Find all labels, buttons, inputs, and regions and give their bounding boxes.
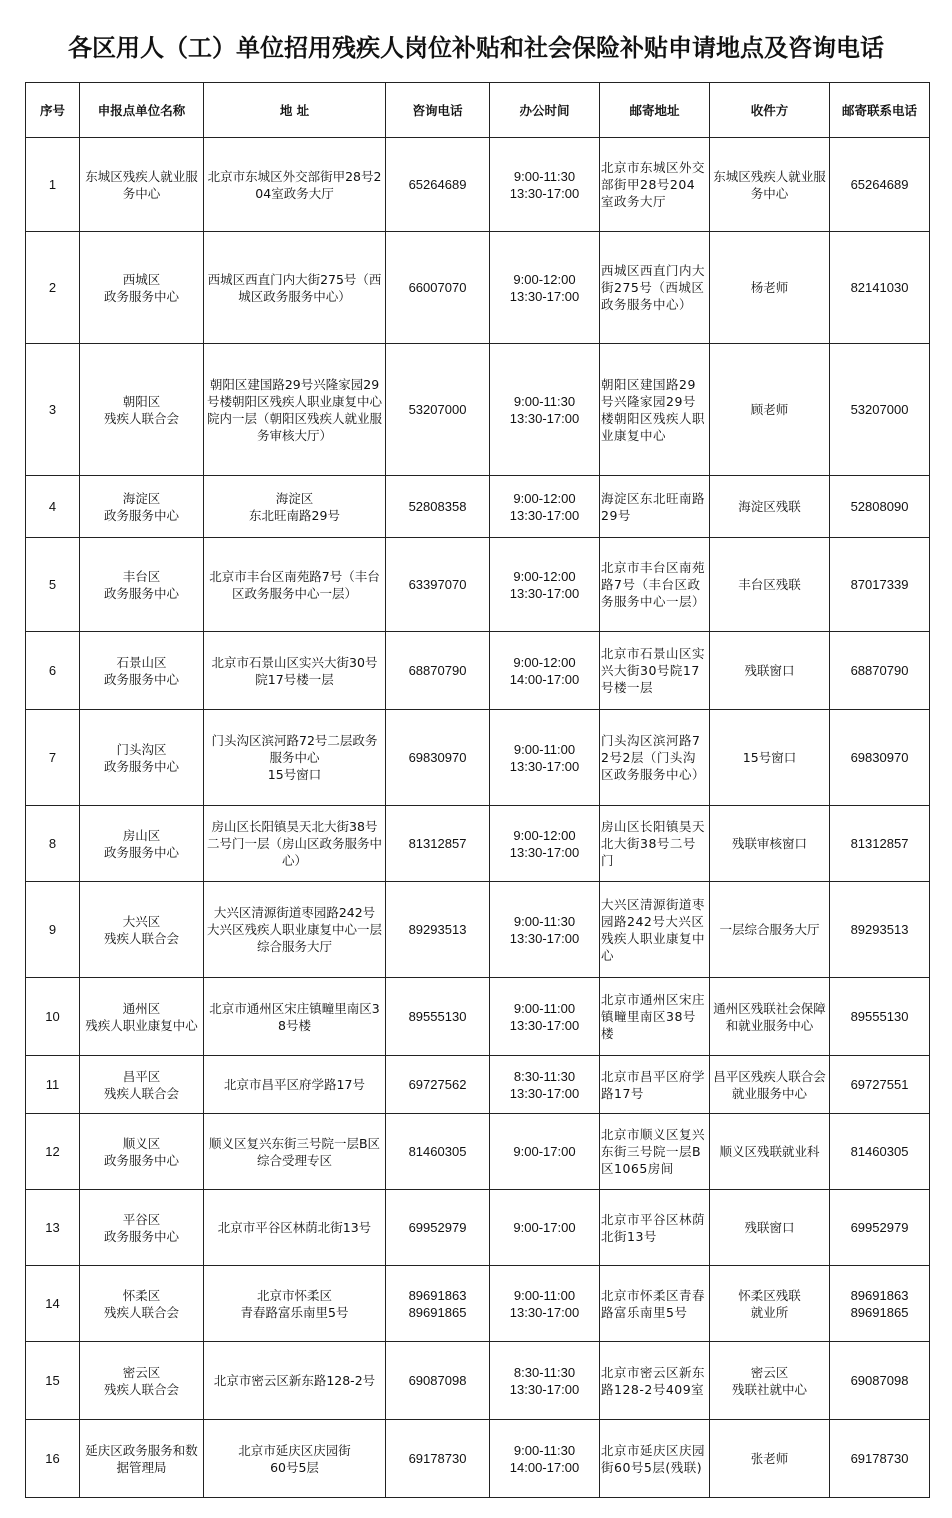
- mail-phone: 69727551: [830, 1056, 930, 1114]
- mail-address: 北京市密云区新东路128-2号409室: [600, 1342, 710, 1420]
- recipient: 残联审核窗口: [710, 806, 830, 882]
- recipient: 15号窗口: [710, 710, 830, 806]
- mail-address: 北京市东城区外交部街甲28号204室政务大厅: [600, 138, 710, 232]
- recipient: 密云区 残联社就中心: [710, 1342, 830, 1420]
- mail-phone: 65264689: [830, 138, 930, 232]
- mail-address: 北京市丰台区南苑路7号（丰台区政务服务中心一层）: [600, 538, 710, 632]
- unit-name: 顺义区 政务服务中心: [80, 1114, 204, 1190]
- row-number: 5: [26, 538, 80, 632]
- office-hours: 9:00-12:00 13:30-17:00: [490, 476, 600, 538]
- table-row: [26, 1420, 930, 1498]
- header-recipient: 收件方: [710, 83, 830, 138]
- header-no: 序号: [26, 83, 80, 138]
- office-hours: 9:00-11:30 13:30-17:00: [490, 344, 600, 476]
- address: 北京市昌平区府学路17号: [204, 1056, 386, 1114]
- mail-phone: 52808090: [830, 476, 930, 538]
- address: 房山区长阳镇昊天北大街38号二号门一层（房山区政务服务中心）: [204, 806, 386, 882]
- recipient: 张老师: [710, 1420, 830, 1498]
- header-unit: 申报点单位名称: [80, 83, 204, 138]
- address: 北京市密云区新东路128-2号: [204, 1342, 386, 1420]
- mail-phone: 69087098: [830, 1342, 930, 1420]
- office-hours: 9:00-11:30 13:30-17:00: [490, 138, 600, 232]
- row-number: 4: [26, 476, 80, 538]
- row-number: 8: [26, 806, 80, 882]
- consult-phone: 89293513: [386, 882, 490, 978]
- mail-address: 门头沟区滨河路72号2层（门头沟区政务服务中心）: [600, 710, 710, 806]
- unit-name: 通州区 残疾人职业康复中心: [80, 978, 204, 1056]
- table-row: [26, 632, 930, 710]
- address: 北京市东城区外交部街甲28号204室政务大厅: [204, 138, 386, 232]
- mail-address: 北京市延庆区庆园街60号5层(残联): [600, 1420, 710, 1498]
- unit-name: 东城区残疾人就业服务中心: [80, 138, 204, 232]
- address: 北京市通州区宋庄镇疃里南区38号楼: [204, 978, 386, 1056]
- consult-phone: 69087098: [386, 1342, 490, 1420]
- row-number: 9: [26, 882, 80, 978]
- row-number: 2: [26, 232, 80, 344]
- unit-name: 昌平区 残疾人联合会: [80, 1056, 204, 1114]
- mail-address: 北京市通州区宋庄镇疃里南区38号楼: [600, 978, 710, 1056]
- table-row: [26, 1342, 930, 1420]
- unit-name: 西城区 政务服务中心: [80, 232, 204, 344]
- mail-phone: 69178730: [830, 1420, 930, 1498]
- office-hours: 9:00-11:30 13:30-17:00: [490, 882, 600, 978]
- table-row: [26, 138, 930, 232]
- consult-phone: 53207000: [386, 344, 490, 476]
- table-row: [26, 538, 930, 632]
- row-number: 6: [26, 632, 80, 710]
- row-number: 16: [26, 1420, 80, 1498]
- row-number: 12: [26, 1114, 80, 1190]
- address: 北京市丰台区南苑路7号（丰台区政务服务中心一层）: [204, 538, 386, 632]
- mail-phone: 81460305: [830, 1114, 930, 1190]
- mail-phone: 89691863 89691865: [830, 1266, 930, 1342]
- consult-phone: 89555130: [386, 978, 490, 1056]
- mail-address: 朝阳区建国路29号兴隆家园29号楼朝阳区残疾人职业康复中心: [600, 344, 710, 476]
- header-mail-phone: 邮寄联系电话: [830, 83, 930, 138]
- address: 北京市平谷区林荫北街13号: [204, 1190, 386, 1266]
- recipient: 残联窗口: [710, 632, 830, 710]
- consult-phone: 65264689: [386, 138, 490, 232]
- consult-phone: 81312857: [386, 806, 490, 882]
- address: 顺义区复兴东街三号院一层B区综合受理专区: [204, 1114, 386, 1190]
- address: 海淀区 东北旺南路29号: [204, 476, 386, 538]
- office-hours: 9:00-11:00 13:30-17:00: [490, 978, 600, 1056]
- unit-name: 朝阳区 残疾人联合会: [80, 344, 204, 476]
- unit-name: 平谷区 政务服务中心: [80, 1190, 204, 1266]
- table-row: [26, 882, 930, 978]
- header-phone: 咨询电话: [386, 83, 490, 138]
- table-row: [26, 806, 930, 882]
- unit-name: 房山区 政务服务中心: [80, 806, 204, 882]
- table-row: [26, 978, 930, 1056]
- recipient: 顾老师: [710, 344, 830, 476]
- mail-address: 北京市昌平区府学路17号: [600, 1056, 710, 1114]
- recipient: 丰台区残联: [710, 538, 830, 632]
- recipient: 怀柔区残联 就业所: [710, 1266, 830, 1342]
- row-number: 15: [26, 1342, 80, 1420]
- row-number: 14: [26, 1266, 80, 1342]
- unit-name: 大兴区 残疾人联合会: [80, 882, 204, 978]
- office-hours: 9:00-11:00 13:30-17:00: [490, 1266, 600, 1342]
- office-hours: 9:00-11:00 13:30-17:00: [490, 710, 600, 806]
- office-hours: 8:30-11:30 13:30-17:00: [490, 1056, 600, 1114]
- office-hours: 8:30-11:30 13:30-17:00: [490, 1342, 600, 1420]
- address: 大兴区清源街道枣园路242号 大兴区残疾人职业康复中心一层综合服务大厅: [204, 882, 386, 978]
- address: 西城区西直门内大街275号（西城区政务服务中心）: [204, 232, 386, 344]
- recipient: 残联窗口: [710, 1190, 830, 1266]
- table-row: [26, 1190, 930, 1266]
- address: 北京市延庆区庆园街 60号5层: [204, 1420, 386, 1498]
- table-row: [26, 476, 930, 538]
- header-address: 地 址: [204, 83, 386, 138]
- row-number: 13: [26, 1190, 80, 1266]
- consult-phone: 63397070: [386, 538, 490, 632]
- address: 朝阳区建国路29号兴隆家园29号楼朝阳区残疾人职业康复中心院内一层（朝阳区残疾人就业服务审核大厅）: [204, 344, 386, 476]
- mail-address: 西城区西直门内大街275号（西城区政务服务中心）: [600, 232, 710, 344]
- office-hours: 9:00-11:30 14:00-17:00: [490, 1420, 600, 1498]
- application-location-table: [25, 82, 930, 1498]
- consult-phone: 66007070: [386, 232, 490, 344]
- unit-name: 门头沟区 政务服务中心: [80, 710, 204, 806]
- page-title: 各区用人（工）单位招用残疾人岗位补贴和社会保险补贴申请地点及咨询电话: [68, 33, 884, 62]
- mail-address: 海淀区东北旺南路29号: [600, 476, 710, 538]
- recipient: 杨老师: [710, 232, 830, 344]
- unit-name: 怀柔区 残疾人联合会: [80, 1266, 204, 1342]
- row-number: 10: [26, 978, 80, 1056]
- mail-phone: 53207000: [830, 344, 930, 476]
- consult-phone: 69178730: [386, 1420, 490, 1498]
- mail-phone: 69830970: [830, 710, 930, 806]
- recipient: 海淀区残联: [710, 476, 830, 538]
- mail-address: 房山区长阳镇昊天北大街38号二号门: [600, 806, 710, 882]
- mail-address: 大兴区清源街道枣园路242号大兴区残疾人职业康复中心: [600, 882, 710, 978]
- mail-phone: 82141030: [830, 232, 930, 344]
- row-number: 3: [26, 344, 80, 476]
- recipient: 昌平区残疾人联合会就业服务中心: [710, 1056, 830, 1114]
- office-hours: 9:00-17:00: [490, 1114, 600, 1190]
- office-hours: 9:00-12:00 13:30-17:00: [490, 806, 600, 882]
- mail-address: 北京市平谷区林荫北街13号: [600, 1190, 710, 1266]
- unit-name: 丰台区 政务服务中心: [80, 538, 204, 632]
- mail-phone: 87017339: [830, 538, 930, 632]
- recipient: 东城区残疾人就业服务中心: [710, 138, 830, 232]
- address: 门头沟区滨河路72号二层政务服务中心 15号窗口: [204, 710, 386, 806]
- unit-name: 密云区 残疾人联合会: [80, 1342, 204, 1420]
- consult-phone: 52808358: [386, 476, 490, 538]
- table-row: [26, 1056, 930, 1114]
- mail-phone: 81312857: [830, 806, 930, 882]
- row-number: 7: [26, 710, 80, 806]
- consult-phone: 69727562: [386, 1056, 490, 1114]
- address: 北京市石景山区实兴大街30号院17号楼一层: [204, 632, 386, 710]
- unit-name: 海淀区 政务服务中心: [80, 476, 204, 538]
- recipient: 通州区残联社会保障和就业服务中心: [710, 978, 830, 1056]
- mail-address: 北京市顺义区复兴东街三号院一层B区1065房间: [600, 1114, 710, 1190]
- consult-phone: 89691863 89691865: [386, 1266, 490, 1342]
- table-row: [26, 1114, 930, 1190]
- table-row: [26, 1266, 930, 1342]
- table-header-row: [26, 83, 930, 138]
- table-row: [26, 710, 930, 806]
- mail-phone: 69952979: [830, 1190, 930, 1266]
- consult-phone: 81460305: [386, 1114, 490, 1190]
- table-row: [26, 344, 930, 476]
- consult-phone: 68870790: [386, 632, 490, 710]
- office-hours: 9:00-12:00 14:00-17:00: [490, 632, 600, 710]
- consult-phone: 69830970: [386, 710, 490, 806]
- address: 北京市怀柔区 青春路富乐南里5号: [204, 1266, 386, 1342]
- consult-phone: 69952979: [386, 1190, 490, 1266]
- header-hours: 办公时间: [490, 83, 600, 138]
- recipient: 顺义区残联就业科: [710, 1114, 830, 1190]
- unit-name: 石景山区 政务服务中心: [80, 632, 204, 710]
- row-number: 11: [26, 1056, 80, 1114]
- header-mail-address: 邮寄地址: [600, 83, 710, 138]
- mail-address: 北京市石景山区实兴大街30号院17号楼一层: [600, 632, 710, 710]
- office-hours: 9:00-12:00 13:30-17:00: [490, 232, 600, 344]
- office-hours: 9:00-17:00: [490, 1190, 600, 1266]
- mail-address: 北京市怀柔区青春路富乐南里5号: [600, 1266, 710, 1342]
- unit-name: 延庆区政务服务和数据管理局: [80, 1420, 204, 1498]
- office-hours: 9:00-12:00 13:30-17:00: [490, 538, 600, 632]
- mail-phone: 68870790: [830, 632, 930, 710]
- mail-phone: 89293513: [830, 882, 930, 978]
- recipient: 一层综合服务大厅: [710, 882, 830, 978]
- table-row: [26, 232, 930, 344]
- row-number: 1: [26, 138, 80, 232]
- mail-phone: 89555130: [830, 978, 930, 1056]
